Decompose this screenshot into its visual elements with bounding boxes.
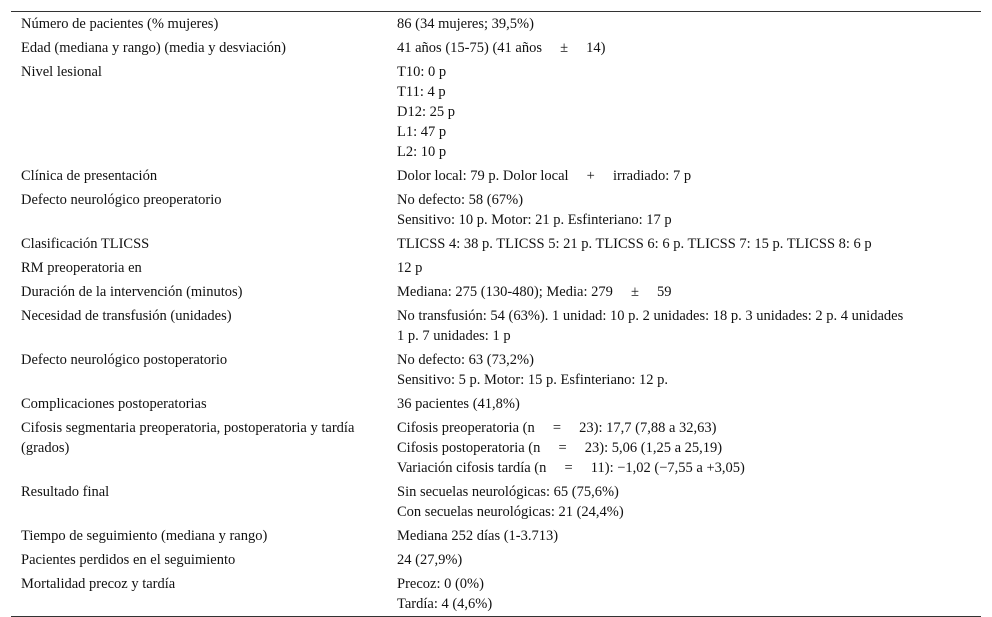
row-value-cell xyxy=(397,188,981,232)
row-label-cell xyxy=(11,548,397,572)
row-value-cell xyxy=(397,164,981,188)
row-label-cell xyxy=(11,60,397,164)
row-value-line: Dolor local: 79 p. Dolor local + irradiado: 7 p xyxy=(397,168,692,184)
row-value-line: D12: 25 p xyxy=(397,104,455,120)
table-row xyxy=(11,304,981,348)
row-label-cell xyxy=(11,280,397,304)
row-value-line: Cifosis postoperatoria (n = 23): 5,06 (1,25 a 25,19) xyxy=(397,440,723,456)
row-value-line: 41 años (15-75) (41 años ± 14) xyxy=(397,40,606,56)
row-label: Mortalidad precoz y tardía xyxy=(21,576,176,592)
table-row xyxy=(11,60,981,164)
row-value-line: Tardía: 4 (4,6%) xyxy=(397,596,493,612)
row-value-line: TLICSS 4: 38 p. TLICSS 5: 21 p. TLICSS 6: 6 p. TLICSS 7: 15 p. TLICSS 8: 6 p xyxy=(397,236,872,252)
table-row xyxy=(11,232,981,256)
row-label: Necesidad de transfusión (unidades) xyxy=(21,308,232,324)
row-label: Complicaciones postoperatorias xyxy=(21,396,207,412)
row-label: Edad (mediana y rango) (media y desviación) xyxy=(21,40,286,56)
row-label-cell xyxy=(11,524,397,548)
table-row xyxy=(11,348,981,392)
row-value-cell xyxy=(397,36,981,60)
row-label: Defecto neurológico preoperatorio xyxy=(21,192,222,208)
row-label-cell xyxy=(11,304,397,348)
data-table-container xyxy=(11,11,981,617)
row-value-line: No defecto: 58 (67%) xyxy=(397,192,524,208)
row-value-line: L2: 10 p xyxy=(397,144,447,160)
table-row xyxy=(11,188,981,232)
row-label-cell xyxy=(11,12,397,36)
row-value-line: L1: 47 p xyxy=(397,124,447,140)
row-value-line: 36 pacientes (41,8%) xyxy=(397,396,520,412)
row-value-line: Cifosis preoperatoria (n = 23): 17,7 (7,88 a 32,63) xyxy=(397,420,717,436)
row-label-cell xyxy=(11,392,397,416)
row-label-cell xyxy=(11,572,397,616)
table-row xyxy=(11,548,981,572)
row-label-cell xyxy=(11,416,397,480)
row-value-line: 24 (27,9%) xyxy=(397,552,463,568)
row-value-cell xyxy=(397,304,981,348)
row-value-line: Sin secuelas neurológicas: 65 (75,6%) xyxy=(397,484,619,500)
row-label-cell xyxy=(11,348,397,392)
row-value-line: 86 (34 mujeres; 39,5%) xyxy=(397,16,534,32)
row-label: Resultado final xyxy=(21,484,110,500)
row-value-cell xyxy=(397,524,981,548)
row-label: Pacientes perdidos en el seguimiento xyxy=(21,552,236,568)
table-row xyxy=(11,392,981,416)
row-value-cell xyxy=(397,416,981,480)
row-label-cell xyxy=(11,256,397,280)
table-row xyxy=(11,36,981,60)
row-value-line: Con secuelas neurológicas: 21 (24,4%) xyxy=(397,504,624,520)
row-label-cell xyxy=(11,480,397,524)
table-row xyxy=(11,416,981,480)
row-value-line: No defecto: 63 (73,2%) xyxy=(397,352,534,368)
row-value-cell xyxy=(397,392,981,416)
row-value-cell xyxy=(397,12,981,36)
row-value-cell xyxy=(397,280,981,304)
row-label-cell xyxy=(11,164,397,188)
table-row xyxy=(11,524,981,548)
row-value-line: Variación cifosis tardía (n = 11): −1,02 (−7,55 a +3,05) xyxy=(397,460,745,476)
row-label-cell xyxy=(11,188,397,232)
table-row xyxy=(11,280,981,304)
row-label: Duración de la intervención (minutos) xyxy=(21,284,243,300)
row-value-cell xyxy=(397,348,981,392)
row-value-line: T10: 0 p xyxy=(397,64,447,80)
row-value-line: Precoz: 0 (0%) xyxy=(397,576,484,592)
row-value-cell xyxy=(397,480,981,524)
row-label-cell xyxy=(11,232,397,256)
row-label: Cifosis segmentaria preoperatoria, postoperatoria y tardía (grados) xyxy=(21,420,355,456)
row-value-cell xyxy=(397,572,981,616)
row-value-cell xyxy=(397,232,981,256)
row-value-line: T11: 4 p xyxy=(397,84,446,100)
row-value-line: Mediana: 275 (130-480); Media: 279 ± 59 xyxy=(397,284,672,300)
row-value-cell xyxy=(397,256,981,280)
row-label: RM preoperatoria en xyxy=(21,260,142,276)
row-value-cell xyxy=(397,548,981,572)
table-row xyxy=(11,12,981,36)
clinical-data-table xyxy=(11,12,981,616)
table-row xyxy=(11,256,981,280)
table-row xyxy=(11,480,981,524)
row-value-cell xyxy=(397,60,981,164)
row-label: Tiempo de seguimiento (mediana y rango) xyxy=(21,528,268,544)
row-label: Nivel lesional xyxy=(21,64,102,80)
row-label: Número de pacientes (% mujeres) xyxy=(21,16,219,32)
row-value-line: Mediana 252 días (1-3.713) xyxy=(397,528,559,544)
row-value-line: Sensitivo: 10 p. Motor: 21 p. Esfinteriano: 17 p xyxy=(397,212,672,228)
row-label-cell xyxy=(11,36,397,60)
row-label: Clínica de presentación xyxy=(21,168,158,184)
row-value-line: No transfusión: 54 (63%). 1 unidad: 10 p. 2 unidades: 18 p. 3 unidades: 2 p. 4 unidades xyxy=(397,308,904,324)
table-row xyxy=(11,164,981,188)
row-label: Defecto neurológico postoperatorio xyxy=(21,352,228,368)
row-label: Clasificación TLICSS xyxy=(21,236,150,252)
row-value-line: 12 p xyxy=(397,260,423,276)
table-body xyxy=(11,12,981,616)
table-row xyxy=(11,572,981,616)
row-value-line: 1 p. 7 unidades: 1 p xyxy=(397,328,511,344)
row-value-line: Sensitivo: 5 p. Motor: 15 p. Esfinteriano: 12 p. xyxy=(397,372,669,388)
